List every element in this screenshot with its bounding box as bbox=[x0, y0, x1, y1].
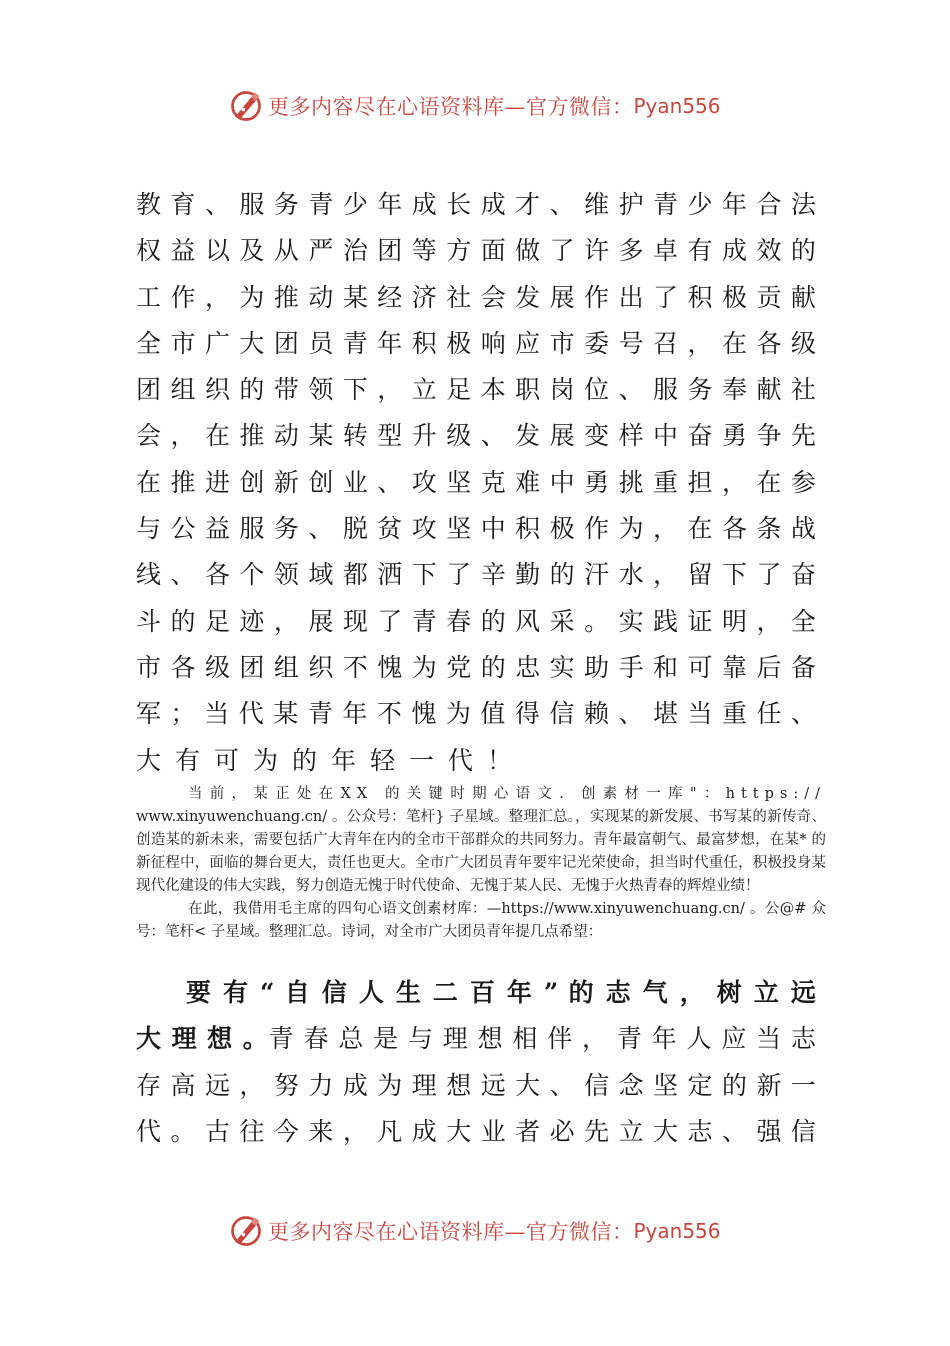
line-rest: 青 春 总 是 与 理 想 相 伴 ， 青 年 人 应 当 志 bbox=[268, 1024, 816, 1054]
bold-heading-line: 要 有 “ 自 信 人 生 二 百 年 ” 的 志 气 ， 树 立 远 bbox=[186, 978, 816, 1007]
text-line: 斗 的 足 迹 ， 展 现 了 青 春 的 风 采 。 实 践 证 明 ， 全 bbox=[136, 606, 816, 636]
pen-nib-logo-icon bbox=[228, 1213, 264, 1249]
banner-wechat-id: Pyan556 bbox=[633, 94, 721, 118]
text-line: 教 育 、 服 务 青 少 年 成 长 成 才 、 维 护 青 少 年 合 法 bbox=[136, 190, 816, 219]
header-watermark-banner bbox=[0, 86, 950, 126]
text-line: 权 益 以 及 从 严 治 团 等 方 面 做 了 许 多 卓 有 成 效 的 bbox=[136, 236, 816, 266]
pen-nib-logo-icon bbox=[228, 88, 264, 124]
small-paragraph-2: 在此，我借用毛主席的四句心语文创素材库：—https://www.xinyuwenchuang.cn/ 。公@# 众号：笔杆< 子星域。整理汇总。诗词，对全市广大团员青年提几点希望： bbox=[136, 901, 826, 940]
text-line: 市 各 级 团 组 织 不 愧 为 党 的 忠 实 助 手 和 可 靠 后 备 bbox=[136, 652, 816, 682]
text-line: 在 推 进 创 新 创 业 、 攻 坚 克 难 中 勇 挑 重 担 ， 在 参 bbox=[136, 467, 816, 497]
text-line: 团 组 织 的 带 领 下 ， 立 足 本 职 岗 位 、 服 务 奉 献 社 bbox=[136, 375, 816, 405]
banner-text: 更多内容尽在心语资料库—官方微信： bbox=[268, 1220, 634, 1244]
text-line: 存 高 远 ， 努 力 成 为 理 想 远 大 、 信 念 坚 定 的 新 一 bbox=[136, 1070, 816, 1100]
paragraph-1 bbox=[136, 182, 816, 784]
paragraph-2 bbox=[136, 970, 816, 1155]
banner-wechat-id: Pyan556 bbox=[633, 1219, 721, 1243]
text-line-last: 大有可为的年轻一代！ bbox=[136, 745, 527, 775]
small-paragraph-1-body: www.xinyuwenchuang.cn/ 。公众号：笔杆} 子星域。整理汇总。，实现某的新发展、书写某的新传奇、创造某的新未来，需要包括广大青年在内的全市干部群众的共同努力。青年最富朝气、最富梦想，在某* 的新征程中，面临的舞台更大，责任也更大。全市广大团员青年要牢记光荣使命，担当时代重任，积极投身某现代化建设的伟大实践，努力创造无愧于时代使命、无愧于某人民、无愧于火热青春的辉煌业绩！ bbox=[136, 809, 826, 894]
text-line: 与 公 益 服 务 、 脱 贫 攻 坚 中 积 极 作 为 ， 在 各 条 战 bbox=[136, 514, 816, 544]
bold-heading-end: 大 理 想 。 bbox=[136, 1024, 269, 1054]
small-print-section bbox=[136, 783, 826, 944]
small-paragraph-1 bbox=[136, 783, 826, 898]
text-line: 会 ， 在 推 动 某 转 型 升 级 、 发 展 变 样 中 奋 勇 争 先 bbox=[136, 421, 816, 451]
small-paragraph-1-lead: 当前，某正处在XX 的关键时期心语文．创素材一库"：https:// bbox=[188, 786, 826, 802]
text-line: 军 ； 当 代 某 青 年 不 愧 为 值 得 信 赖 、 堪 当 重 任 、 bbox=[136, 699, 816, 729]
text-line: 代 。 古 往 今 来 ， 凡 成 大 业 者 必 先 立 大 志 、 强 信 bbox=[136, 1116, 816, 1146]
text-line: 全 市 广 大 团 员 青 年 积 极 响 应 市 委 号 召 ， 在 各 级 bbox=[136, 328, 816, 358]
mixed-line bbox=[136, 1016, 816, 1062]
banner-text: 更多内容尽在心语资料库—官方微信： bbox=[268, 95, 634, 119]
text-line: 线 、 各 个 领 域 都 洒 下 了 辛 勤 的 汗 水 ， 留 下 了 奋 bbox=[136, 560, 816, 590]
text-line: 工 作 ， 为 推 动 某 经 济 社 会 发 展 作 出 了 积 极 贡 献 bbox=[136, 282, 816, 312]
footer-watermark-banner bbox=[0, 1211, 950, 1251]
